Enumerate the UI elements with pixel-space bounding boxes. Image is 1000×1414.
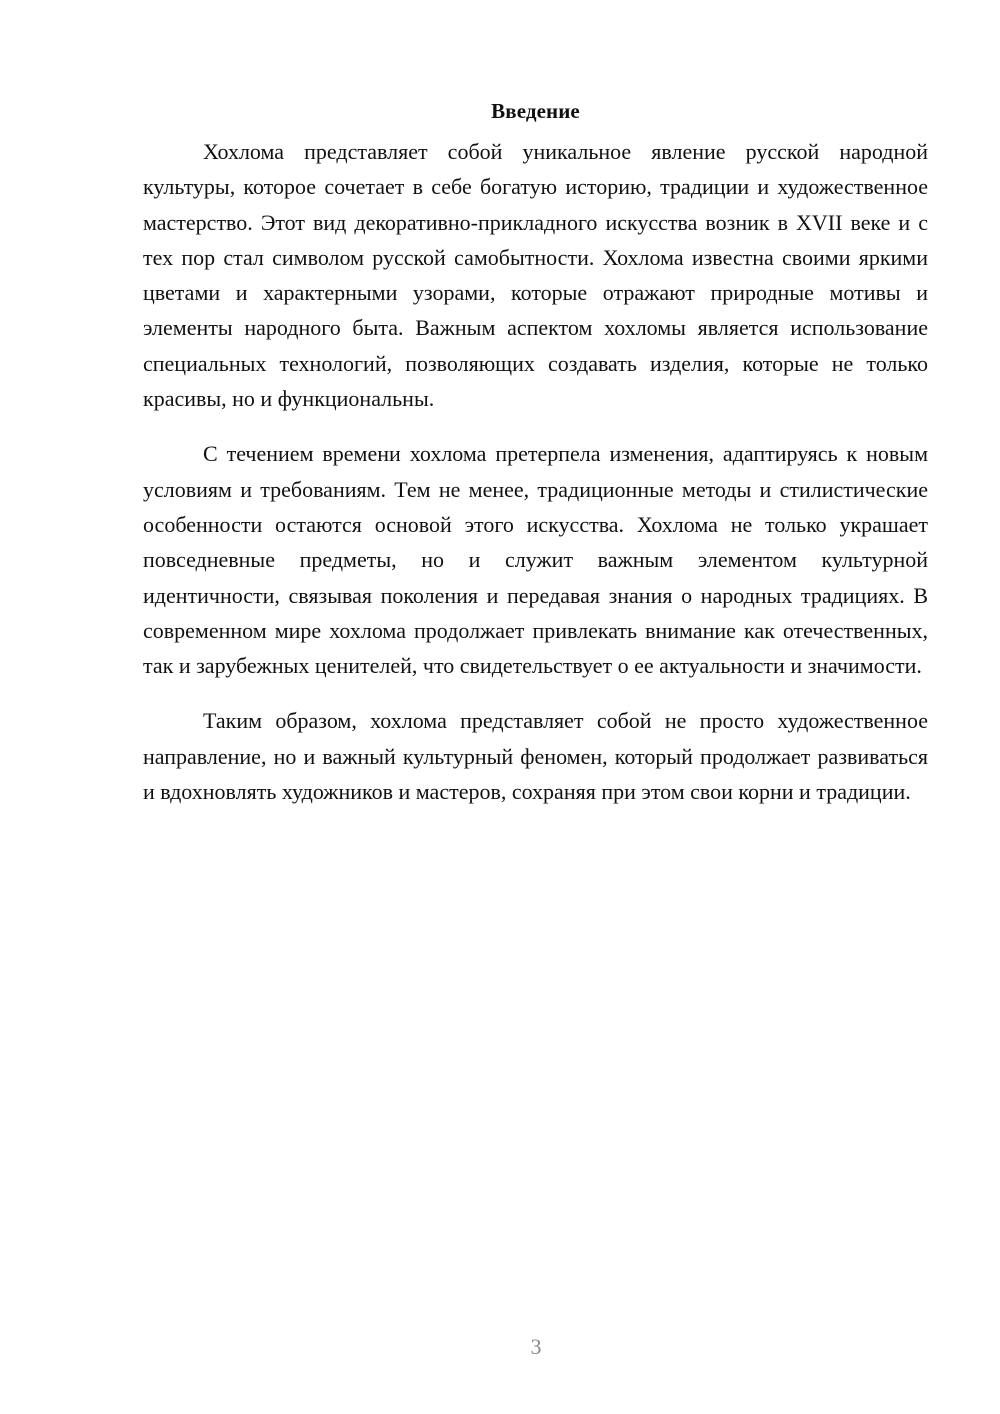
paragraph-conclusion: Таким образом, хохлома представляет собой не просто художественное направление, но и важный культурный феномен, который продолжает развиваться и вдохновлять художников и мастеров, сохраняя при этом свои корни и традиции. — [143, 708, 928, 805]
page-number: 3 — [530, 1334, 542, 1359]
paragraph-history: С течением времени хохлома претерпела изменения, адаптируясь к новым условиям и требованиям. Тем не менее, традиционные методы и стилистические особенности остаются основой этого искусства. Хохлома не только украшает повседневные предметы, но и служит важным элементом культурной идентичности, связывая поколения и передавая знания о народных традициях. В современном мире хохлома продолжает привлекать внимание как отечественных, так и зарубежных ценителей, что свидетельствует о ее актуальности и значимости. — [143, 441, 928, 679]
document-body — [143, 96, 928, 829]
paragraph-intro: Хохлома представляет собой уникальное явление русской народной культуры, которое сочетает в себе богатую историю, традиции и художественное мастерство. Этот вид декоративно-прикладного искусства возник в XVII веке и с тех пор стал символом русской самобытности. Хохлома известна своими яркими цветами и характерными узорами, которые отражают природные мотивы и элементы народного быта. Важным аспектом хохломы является использование специальных технологий, позволяющих создавать изделия, которые не только красивы, но и функциональны. — [143, 139, 928, 412]
section-heading: Введение — [491, 99, 580, 123]
